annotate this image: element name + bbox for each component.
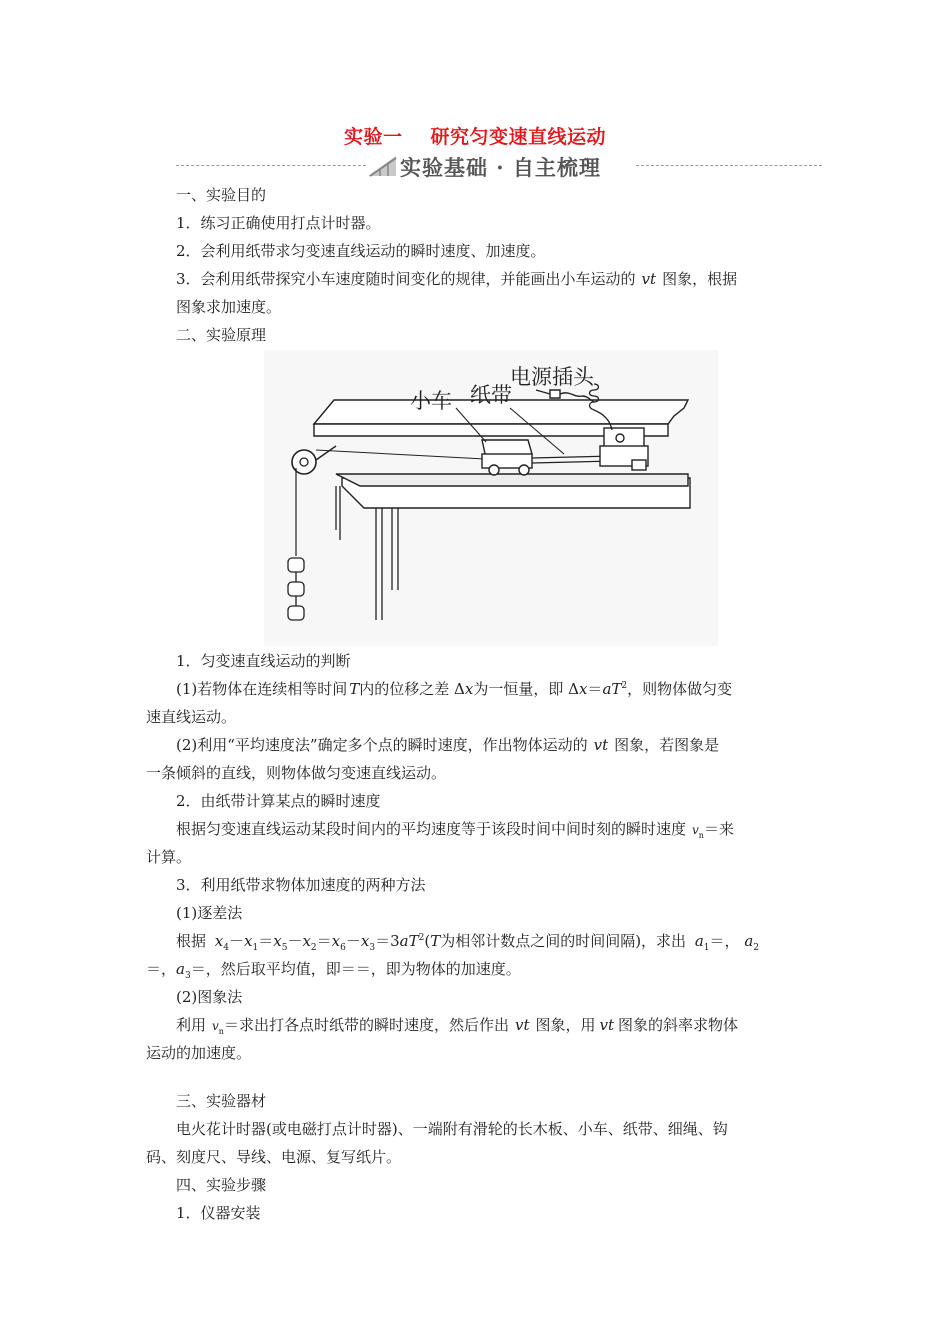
principle-1-heading: 1．匀变速直线运动的判断	[176, 652, 351, 670]
principle-3-heading: 3．利用纸带求物体加速度的两种方法	[176, 876, 426, 894]
heading-purpose: 一、实验目的	[176, 186, 267, 204]
method-1-line2: ＝，$a_3=$，然后取平均值，即＝＝，即为物体的加速度。	[146, 960, 521, 981]
purpose-item-2: 2．会利用纸带求匀变速直线运动的瞬时速度、加速度。	[176, 242, 546, 260]
apparatus-figure	[264, 350, 718, 646]
principle-2-line2: 计算。	[146, 848, 192, 866]
purpose-item-1: 1．练习正确使用打点计时器。	[176, 214, 381, 232]
timer	[600, 428, 648, 470]
principle-1a-line2: 速直线运动。	[146, 708, 237, 726]
principle-2-line1: 根据匀变速直线运动某段时间内的平均速度等于该段时间中间时刻的瞬时速度 $v_n=$来	[176, 820, 734, 840]
banner-text: 实验基础 · 自主梳理	[400, 155, 601, 180]
principle-1b-line1: (2)利用“平均速度法”确定多个点的瞬时速度，作出物体运动的 vt 图象，若图象是	[176, 736, 720, 754]
method-1-line1: 根据 $x_4-x_1=x_5-x_2=x_6-x_3=3aT^2(T$为相邻计数点之间的时间间隔)，求出 $a_1=$， $a_2$	[176, 932, 760, 953]
label-plug: 电源插头	[510, 366, 594, 389]
table-edge	[336, 474, 688, 486]
method-1-heading: (1)逐差法	[176, 904, 243, 922]
equipment-line1: 电火花计时器(或电磁打点计时器)、一端附有滑轮的长木板、小车、纸带、细绳、钩	[176, 1120, 728, 1138]
heading-equipment: 三、实验器材	[176, 1092, 267, 1110]
method-2-heading: (2)图象法	[176, 988, 243, 1006]
banner-right-divider	[636, 165, 822, 166]
banner-left-divider	[176, 165, 366, 166]
label-cart: 小车	[410, 390, 452, 413]
method-2-line1: 利用 $v_n=$求出打各点时纸带的瞬时速度，然后作出 vt 图象，用 vt 图象的斜率求物体	[176, 1016, 739, 1036]
section-banner	[366, 150, 636, 180]
method-2-line2: 运动的加速度。	[146, 1044, 252, 1062]
cart	[482, 440, 532, 475]
purpose-item-3-cont: 图象求加速度。	[176, 298, 282, 316]
apparatus-diagram	[264, 350, 718, 646]
label-tape: 纸带	[470, 384, 512, 407]
title-experiment-name: 研究匀变速直线运动	[430, 126, 607, 148]
equipment-line2: 码、刻度尺、导线、电源、复写纸片。	[146, 1148, 402, 1166]
heading-steps: 四、实验步骤	[176, 1176, 267, 1194]
title-experiment-number: 实验一	[343, 126, 403, 148]
principle-2-heading: 2．由纸带计算某点的瞬时速度	[176, 792, 381, 810]
purpose-item-3: 3．会利用纸带探究小车速度随时间变化的规律，并能画出小车运动的 vt 图象，根据	[176, 270, 738, 288]
steps-item-1: 1．仪器安装	[176, 1204, 261, 1222]
ramp-icon	[366, 152, 398, 178]
page-title	[0, 122, 950, 149]
principle-1b-line2: 一条倾斜的直线，则物体做匀变速直线运动。	[146, 764, 447, 782]
principle-1a-line1: (1)若物体在连续相等时间 T内的位移之差 Δx为一恒量，即 $\Delta x=aT^2$，则物体做匀变	[176, 680, 733, 698]
hook-weights	[288, 558, 304, 620]
heading-principle: 二、实验原理	[176, 326, 267, 344]
